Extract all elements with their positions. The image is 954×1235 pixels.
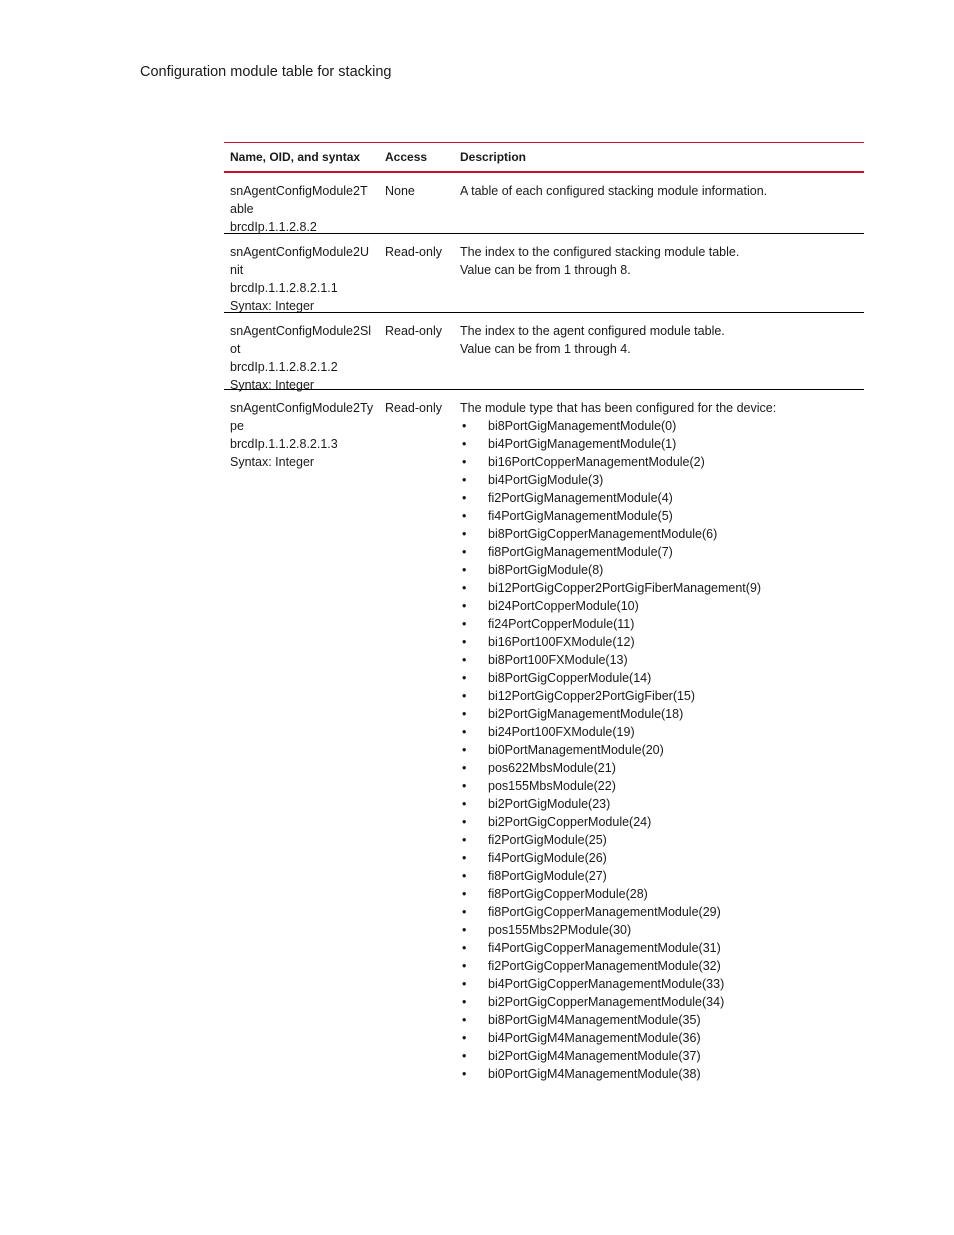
list-item xyxy=(460,1029,864,1047)
table-row xyxy=(224,234,864,312)
bullet-icon: • xyxy=(462,1067,467,1081)
name-line: brcdIp.1.1.2.8.2.1.3 xyxy=(230,437,338,451)
bullet-icon: • xyxy=(462,743,467,757)
bullet-icon: • xyxy=(462,527,467,541)
list-item xyxy=(460,903,864,921)
bullet-icon: • xyxy=(462,473,467,487)
list-item xyxy=(460,489,864,507)
list-item xyxy=(460,849,864,867)
bullet-icon: • xyxy=(462,959,467,973)
list-item xyxy=(460,435,864,453)
list-item-text: fi2PortGigModule(25) xyxy=(488,833,607,847)
header-description: Description xyxy=(460,150,527,164)
bullet-icon: • xyxy=(462,563,467,577)
bullet-icon: • xyxy=(462,581,467,595)
list-item-text: fi8PortGigCopperModule(28) xyxy=(488,887,648,901)
bullet-icon: • xyxy=(462,761,467,775)
cell-name-oid-syntax xyxy=(224,243,379,312)
cell-name-oid-syntax xyxy=(224,322,379,392)
bullet-icon: • xyxy=(462,437,467,451)
header-name: Name, OID, and syntax xyxy=(230,150,361,164)
bullet-icon: • xyxy=(462,923,467,937)
name-line: brcdIp.1.1.2.8.2.1.1 xyxy=(230,281,338,295)
list-item xyxy=(460,993,864,1011)
cell-access: Read-only xyxy=(385,245,442,259)
list-item xyxy=(460,525,864,543)
cell-name-oid-syntax xyxy=(224,399,379,1090)
list-item xyxy=(460,921,864,939)
name-line: ot xyxy=(230,342,241,356)
name-line: brcdIp.1.1.2.8.2 xyxy=(230,220,317,234)
list-item-text: bi2PortGigCopperModule(24) xyxy=(488,815,652,829)
list-item-text: fi4PortGigModule(26) xyxy=(488,851,607,865)
list-item-text: bi12PortGigCopper2PortGigFiberManagement(9) xyxy=(488,581,762,595)
list-item-text: pos155MbsModule(22) xyxy=(488,779,616,793)
cell-description xyxy=(455,182,864,233)
list-item-text: fi2PortGigCopperManagementModule(32) xyxy=(488,959,721,973)
list-item-text: bi8PortGigManagementModule(0) xyxy=(488,419,677,433)
list-item xyxy=(460,1065,864,1083)
list-item-text: bi24PortCopperModule(10) xyxy=(488,599,639,613)
list-item-text: bi8PortGigModule(8) xyxy=(488,563,604,577)
list-item-text: bi4PortGigManagementModule(1) xyxy=(488,437,677,451)
list-item xyxy=(460,633,864,651)
name-line: Syntax: Integer xyxy=(230,455,315,469)
bullet-icon: • xyxy=(462,671,467,685)
bullet-icon: • xyxy=(462,491,467,505)
cell-description xyxy=(455,243,864,312)
bullet-icon: • xyxy=(462,725,467,739)
list-item-text: bi4PortGigCopperManagementModule(33) xyxy=(488,977,725,991)
list-item-text: pos622MbsModule(21) xyxy=(488,761,616,775)
description-line: Value can be from 1 through 8. xyxy=(460,263,631,277)
list-item-text: bi2PortGigM4ManagementModule(37) xyxy=(488,1049,701,1063)
bullet-icon: • xyxy=(462,653,467,667)
cell-description xyxy=(455,322,864,389)
name-line: snAgentConfigModule2T xyxy=(230,184,368,198)
bullet-icon: • xyxy=(462,779,467,793)
list-item-text: bi12PortGigCopper2PortGigFiber(15) xyxy=(488,689,696,703)
list-item-text: bi0PortManagementModule(20) xyxy=(488,743,664,757)
cell-access: Read-only xyxy=(385,401,442,415)
list-item xyxy=(460,579,864,597)
bullet-icon: • xyxy=(462,887,467,901)
list-item-text: bi0PortGigM4ManagementModule(38) xyxy=(488,1067,701,1081)
list-item-text: fi2PortGigManagementModule(4) xyxy=(488,491,673,505)
list-item-text: bi8PortGigCopperManagementModule(6) xyxy=(488,527,718,541)
mib-table xyxy=(224,142,864,1090)
list-item-text: fi8PortGigCopperManagementModule(29) xyxy=(488,905,721,919)
name-line: Syntax: Integer xyxy=(230,378,315,392)
bullet-icon: • xyxy=(462,1031,467,1045)
module-type-list xyxy=(460,417,864,1083)
table-row xyxy=(224,390,864,1090)
list-item xyxy=(460,561,864,579)
list-item xyxy=(460,975,864,993)
name-line: snAgentConfigModule2Sl xyxy=(230,324,372,338)
name-line: snAgentConfigModule2Ty xyxy=(230,401,374,415)
list-item xyxy=(460,867,864,885)
bullet-icon: • xyxy=(462,617,467,631)
description-line: The index to the agent configured module table. xyxy=(460,324,725,338)
list-item xyxy=(460,651,864,669)
list-item xyxy=(460,813,864,831)
cell-description xyxy=(455,399,864,1090)
bullet-icon: • xyxy=(462,851,467,865)
name-line: nit xyxy=(230,263,244,277)
list-item-text: bi8PortGigM4ManagementModule(35) xyxy=(488,1013,701,1027)
list-item xyxy=(460,831,864,849)
list-item xyxy=(460,471,864,489)
list-item-text: bi4PortGigM4ManagementModule(36) xyxy=(488,1031,701,1045)
bullet-icon: • xyxy=(462,941,467,955)
name-line: able xyxy=(230,202,254,216)
name-line: pe xyxy=(230,419,244,433)
list-item-text: pos155Mbs2PModule(30) xyxy=(488,923,632,937)
list-item-text: bi2PortGigCopperManagementModule(34) xyxy=(488,995,725,1009)
list-item xyxy=(460,777,864,795)
list-item-text: fi4PortGigManagementModule(5) xyxy=(488,509,673,523)
cell-access: Read-only xyxy=(385,324,442,338)
list-item xyxy=(460,597,864,615)
bullet-icon: • xyxy=(462,1013,467,1027)
list-item xyxy=(460,1011,864,1029)
bullet-icon: • xyxy=(462,419,467,433)
list-item-text: bi2PortGigManagementModule(18) xyxy=(488,707,684,721)
description-line: The index to the configured stacking module table. xyxy=(460,245,740,259)
list-item xyxy=(460,705,864,723)
name-line: Syntax: Integer xyxy=(230,299,315,313)
bullet-icon: • xyxy=(462,545,467,559)
list-item xyxy=(460,669,864,687)
description-line: A table of each configured stacking module information. xyxy=(460,184,768,198)
list-item xyxy=(460,453,864,471)
table-body xyxy=(224,173,864,1090)
list-item-text: bi8Port100FXModule(13) xyxy=(488,653,628,667)
list-item xyxy=(460,723,864,741)
bullet-icon: • xyxy=(462,1049,467,1063)
table-row xyxy=(224,313,864,392)
list-item xyxy=(460,417,864,435)
cell-name-oid-syntax xyxy=(224,182,379,233)
list-item xyxy=(460,687,864,705)
list-item xyxy=(460,939,864,957)
bullet-icon: • xyxy=(462,689,467,703)
bullet-icon: • xyxy=(462,833,467,847)
list-item xyxy=(460,759,864,777)
bullet-icon: • xyxy=(462,635,467,649)
list-item xyxy=(460,507,864,525)
list-item xyxy=(460,543,864,561)
bullet-icon: • xyxy=(462,869,467,883)
bullet-icon: • xyxy=(462,995,467,1009)
bullet-icon: • xyxy=(462,509,467,523)
description-line: The module type that has been configured for the device: xyxy=(460,401,777,415)
list-item-text: fi8PortGigManagementModule(7) xyxy=(488,545,673,559)
list-item-text: fi24PortCopperModule(11) xyxy=(488,617,635,631)
list-item xyxy=(460,795,864,813)
list-item-text: bi4PortGigModule(3) xyxy=(488,473,604,487)
list-item-text: bi2PortGigModule(23) xyxy=(488,797,611,811)
list-item xyxy=(460,957,864,975)
bullet-icon: • xyxy=(462,455,467,469)
name-line: brcdIp.1.1.2.8.2.1.2 xyxy=(230,360,338,374)
list-item-text: bi16Port100FXModule(12) xyxy=(488,635,635,649)
list-item-text: bi24Port100FXModule(19) xyxy=(488,725,635,739)
table-header-row xyxy=(224,143,864,171)
name-line: snAgentConfigModule2U xyxy=(230,245,369,259)
bullet-icon: • xyxy=(462,905,467,919)
list-item xyxy=(460,615,864,633)
header-access: Access xyxy=(385,150,428,164)
list-item-text: bi8PortGigCopperModule(14) xyxy=(488,671,652,685)
bullet-icon: • xyxy=(462,599,467,613)
table-row xyxy=(224,173,864,233)
list-item-text: fi8PortGigModule(27) xyxy=(488,869,607,883)
page-header: Configuration module table for stacking xyxy=(140,64,392,80)
cell-access: None xyxy=(385,184,415,198)
list-item xyxy=(460,1047,864,1065)
bullet-icon: • xyxy=(462,707,467,721)
list-item-text: fi4PortGigCopperManagementModule(31) xyxy=(488,941,721,955)
bullet-icon: • xyxy=(462,797,467,811)
list-item-text: bi16PortCopperManagementModule(2) xyxy=(488,455,705,469)
list-item xyxy=(460,885,864,903)
list-item xyxy=(460,741,864,759)
bullet-icon: • xyxy=(462,977,467,991)
description-line: Value can be from 1 through 4. xyxy=(460,342,631,356)
bullet-icon: • xyxy=(462,815,467,829)
